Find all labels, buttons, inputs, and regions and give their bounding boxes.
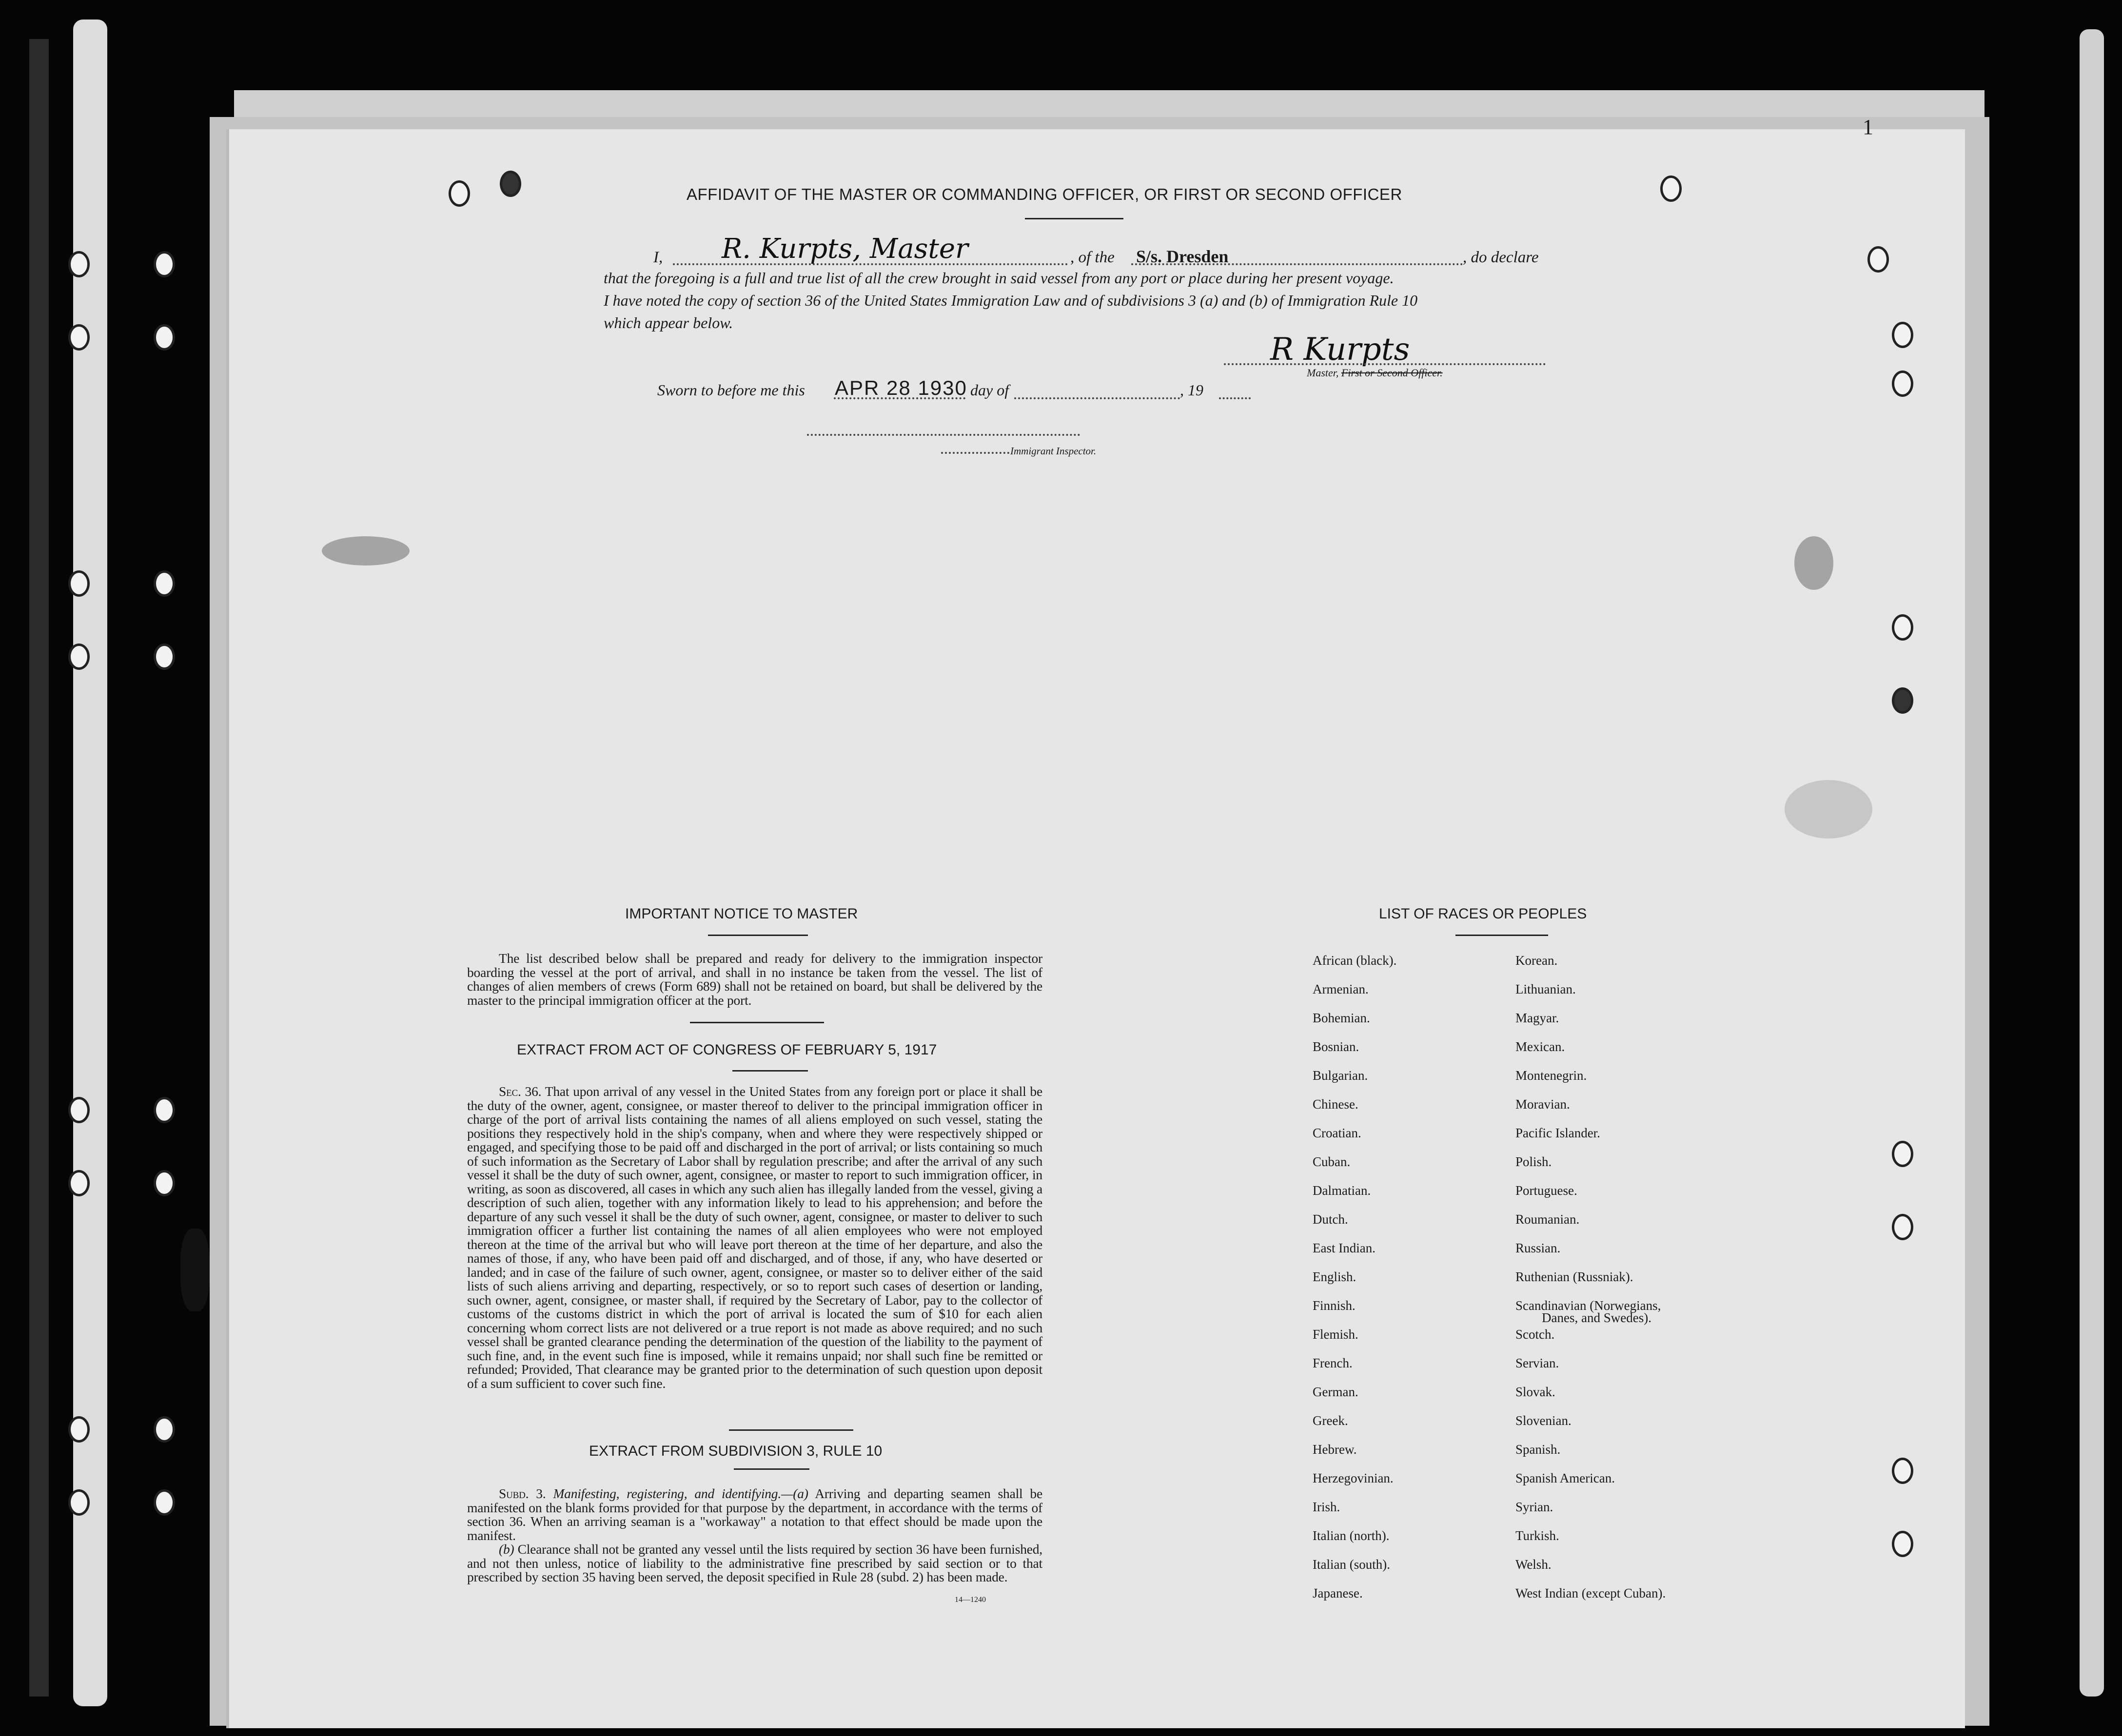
subd-heading: Manifesting, registering, and identifying.: [553, 1486, 782, 1501]
race-item: Chinese.: [1313, 1097, 1358, 1112]
punch-hole: [68, 1170, 90, 1196]
punch-hole: [154, 1416, 175, 1443]
master-name: R. Kurpts, Master: [722, 233, 968, 265]
punch-hole: [1892, 1214, 1913, 1240]
race-item: Slovak.: [1515, 1385, 1555, 1399]
punch-hole: [68, 1097, 90, 1123]
punch-hole: [68, 251, 90, 277]
race-item: Flemish.: [1313, 1327, 1358, 1342]
day-line: [834, 397, 965, 399]
punch-hole: [1892, 1141, 1913, 1167]
race-item: Herzegovinian.: [1313, 1471, 1394, 1485]
rule-divider: [734, 1468, 809, 1470]
race-item: Spanish.: [1515, 1442, 1561, 1457]
do-declare: , do declare: [1463, 249, 1539, 266]
punch-hole: [1660, 176, 1682, 202]
race-item-continuation: Danes, and Swedes).: [1542, 1310, 1651, 1325]
punch-hole: [1892, 322, 1913, 348]
race-item: Italian (south).: [1313, 1557, 1390, 1572]
punch-hole: [68, 1489, 90, 1516]
date-stamp: APR 28 1930: [835, 376, 967, 399]
punch-hole: [1892, 371, 1913, 397]
punch-hole: [68, 1416, 90, 1443]
inspector-line: [941, 452, 1009, 454]
affidavit-title: AFFIDAVIT OF THE MASTER OR COMMANDING OFFICER, OR FIRST OR SECOND OFFICER: [687, 185, 1402, 203]
affidavit-line-3: which appear below.: [604, 314, 733, 332]
race-item: Pacific Islander.: [1515, 1126, 1600, 1140]
races-divider: [1455, 935, 1548, 936]
punch-hole: [1892, 1458, 1913, 1484]
race-item: Roumanian.: [1515, 1212, 1580, 1227]
act-text: [467, 1085, 1042, 1390]
punch-hole: [154, 324, 175, 351]
notice-title: IMPORTANT NOTICE TO MASTER: [625, 906, 858, 922]
act-title: EXTRACT FROM ACT OF CONGRESS OF FEBRUARY 5, 1917: [517, 1042, 937, 1058]
race-item: Scotch.: [1515, 1327, 1555, 1342]
year-prefix: , 19: [1180, 381, 1203, 399]
race-item: Hebrew.: [1313, 1442, 1357, 1457]
punch-hole: [68, 570, 90, 597]
race-item: Finnish.: [1313, 1298, 1356, 1313]
punch-hole: [449, 180, 470, 207]
punch-hole: [1867, 246, 1889, 273]
race-item: Dalmatian.: [1313, 1183, 1371, 1198]
punch-hole: [1892, 1531, 1913, 1557]
race-item: English.: [1313, 1269, 1356, 1284]
race-item: Portuguese.: [1515, 1183, 1577, 1198]
race-item: Korean.: [1515, 953, 1558, 968]
punch-hole: [154, 644, 175, 670]
affidavit-line-1: that the foregoing is a full and true list of all the crew brought in said vessel from any port or place during her present voyage.: [604, 269, 1394, 287]
punch-hole: [154, 570, 175, 597]
punch-hole: [154, 1170, 175, 1196]
punch-hole: [154, 251, 175, 277]
form-number: 14—1240: [955, 1596, 986, 1604]
binder-strip-right: [2080, 29, 2104, 1697]
sworn-label: Sworn to before me this: [657, 381, 805, 399]
punch-hole: [1892, 687, 1913, 714]
vessel-name: S/s. Dresden: [1136, 247, 1229, 266]
title-divider: [1025, 218, 1123, 219]
rule-para-b: [467, 1542, 1042, 1584]
race-item: Lithuanian.: [1515, 982, 1576, 996]
race-item: Japanese.: [1313, 1586, 1363, 1600]
race-item: African (black).: [1313, 953, 1397, 968]
signature: R Kurpts: [1270, 332, 1410, 368]
para-a-label: —(a): [781, 1486, 808, 1501]
caption-master: Master,: [1307, 367, 1339, 379]
race-item: Bohemian.: [1313, 1011, 1370, 1025]
race-item: East Indian.: [1313, 1241, 1375, 1255]
notice-end-divider: [690, 1022, 824, 1023]
ink-smudge: [322, 536, 410, 566]
of-the-label: , of the: [1070, 249, 1115, 266]
race-item: Spanish American.: [1515, 1471, 1615, 1485]
race-item: Turkish.: [1515, 1528, 1559, 1543]
inspector-signature-line: [807, 434, 1080, 436]
race-item: Cuban.: [1313, 1154, 1351, 1169]
ink-smudge: [1794, 536, 1833, 590]
act-divider: [732, 1070, 808, 1072]
race-item: Ruthenian (Russniak).: [1515, 1269, 1633, 1284]
i-label: I,: [653, 249, 663, 266]
para-b-text: Clearance shall not be granted any vessel until the lists required by section 36 have been furnished, and not then unless, notice of liability to the administrative fine prescribed by said section or to that prescribed by section 35 having been served, the deposit specified in Rule 28 (subd. 2) has been made.: [467, 1541, 1042, 1584]
race-item: Irish.: [1313, 1500, 1340, 1514]
section-label: Sec. 36.: [499, 1084, 542, 1099]
race-item: Bosnian.: [1313, 1039, 1359, 1054]
race-item: Slovenian.: [1515, 1413, 1572, 1428]
act-body: That upon arrival of any vessel in the United States from any foreign port or place it shall be the duty of the owner, agent, consignee, or master thereof to deliver to the principal immigration officer in charge of the port of arrival lists containing the names of all aliens employed on such vessel, stating the positions they respectively hold in the ship's company, when and where they were respectively shipped or engaged, and specifying those to be paid off and discharged in the port of arrival; or lists containing so much of such information as the Secretary of Labor shall by regulation prescribe; and after the arrival of any such vessel it shall be the duty of such owner, agent, consignee, or master to report to such immigration officer, in writing, as soon as discovered, all cases in which any such alien has illegally landed from the vessel, giving a description of such alien, together with any information likely to lead to his apprehension; and before the departure of any such vessel it shall be the duty of such owner, agent, consignee, or master to deliver to such immigration officer a further list containing the names of all alien employees who were not employed thereon at the time of the arrival but who will leave port thereon at the time of her departure, and also the names of those, if any, who have been paid off and discharged, and of those, if any, who have deserted or landed; and in case of the failure of such owner, agent, consignee, or master so to deliver either of the said lists of such aliens arriving and departing, respectively, or so to report such cases of desertion or landing, such owner, agent, consignee, or master shall, if required by the Secretary of Labor, pay to the collector of customs of the customs district in which the port of arrival is located the sum of $10 for each alien concerning whom correct lists are not delivered or a true report is not made as above required; and no such vessel shall be granted clearance pending the determination of the question of the liability to the payment of such fine, and, in the event such fine is imposed, while it remains unpaid; nor shall such fine be remitted or refunded; Provided, That clearance may be granted prior to the determination of such question upon deposit of a sum sufficient to cover such fine.: [467, 1084, 1042, 1391]
ink-smudge: [1785, 780, 1872, 839]
punch-hole: [68, 644, 90, 670]
race-item: Greek.: [1313, 1413, 1348, 1428]
caption-struck: First or Second Officer.: [1341, 367, 1443, 379]
race-item: Scandinavian (Norwegians,: [1515, 1298, 1661, 1313]
punch-hole: [154, 1489, 175, 1516]
year-line: [1219, 397, 1251, 399]
race-item: Croatian.: [1313, 1126, 1361, 1140]
race-item: Russian.: [1515, 1241, 1561, 1255]
month-line: [1014, 397, 1180, 399]
signature-line: [1224, 363, 1546, 365]
race-item: French.: [1313, 1356, 1353, 1370]
act-end-divider: [729, 1429, 853, 1431]
ink-smudge: [180, 1229, 210, 1311]
races-title: LIST OF RACES OR PEOPLES: [1379, 906, 1587, 922]
para-a-text: Arriving and departing seamen shall be manifested on the blank forms provided for that purpose by the department, in accordance with the terms of section 36. When an arriving seaman is a "workaway" a notation to that effect should be made upon the manifest.: [467, 1486, 1042, 1543]
race-item: Montenegrin.: [1515, 1068, 1587, 1083]
race-item: Syrian.: [1515, 1500, 1553, 1514]
race-item: West Indian (except Cuban).: [1515, 1586, 1666, 1600]
punch-hole: [154, 1097, 175, 1123]
rule-title: EXTRACT FROM SUBDIVISION 3, RULE 10: [589, 1443, 883, 1459]
race-item: Welsh.: [1515, 1557, 1552, 1572]
inspector-label: Immigrant Inspector.: [1010, 445, 1097, 457]
day-of-label: day of: [970, 381, 1009, 399]
binder-edge: [29, 39, 49, 1697]
race-item: Italian (north).: [1313, 1528, 1390, 1543]
para-b-label: (b): [499, 1541, 514, 1557]
punch-hole: [1892, 614, 1913, 641]
race-item: Dutch.: [1313, 1212, 1348, 1227]
race-item: Magyar.: [1515, 1011, 1559, 1025]
race-item: Moravian.: [1515, 1097, 1570, 1112]
race-item: Armenian.: [1313, 982, 1369, 996]
notice-divider: [708, 935, 808, 936]
race-item: Servian.: [1515, 1356, 1559, 1370]
signature-caption: [1307, 367, 1443, 379]
race-item: German.: [1313, 1385, 1358, 1399]
punch-hole: [68, 324, 90, 351]
page-mark: 1: [1863, 115, 1873, 139]
race-item: Bulgarian.: [1313, 1068, 1368, 1083]
punch-hole: [500, 171, 521, 197]
affidavit-line-2: I have noted the copy of section 36 of the United States Immigration Law and of subdivisions 3 (a) and (b) of Immigration Rule 10: [604, 292, 1418, 309]
rule-para-a: [467, 1487, 1042, 1542]
notice-text: The list described below shall be prepared and ready for delivery to the immigration inspector boarding the vessel at the port of arrival, and shall in no instance be taken from the vessel. The list of changes of alien members of crews (Form 689) shall not be retained on board, but shall be delivered by the master to the principal immigration officer at the port.: [467, 951, 1042, 1008]
subd-label: Subd. 3.: [499, 1486, 546, 1501]
race-item: Mexican.: [1515, 1039, 1565, 1054]
race-item: Polish.: [1515, 1154, 1552, 1169]
